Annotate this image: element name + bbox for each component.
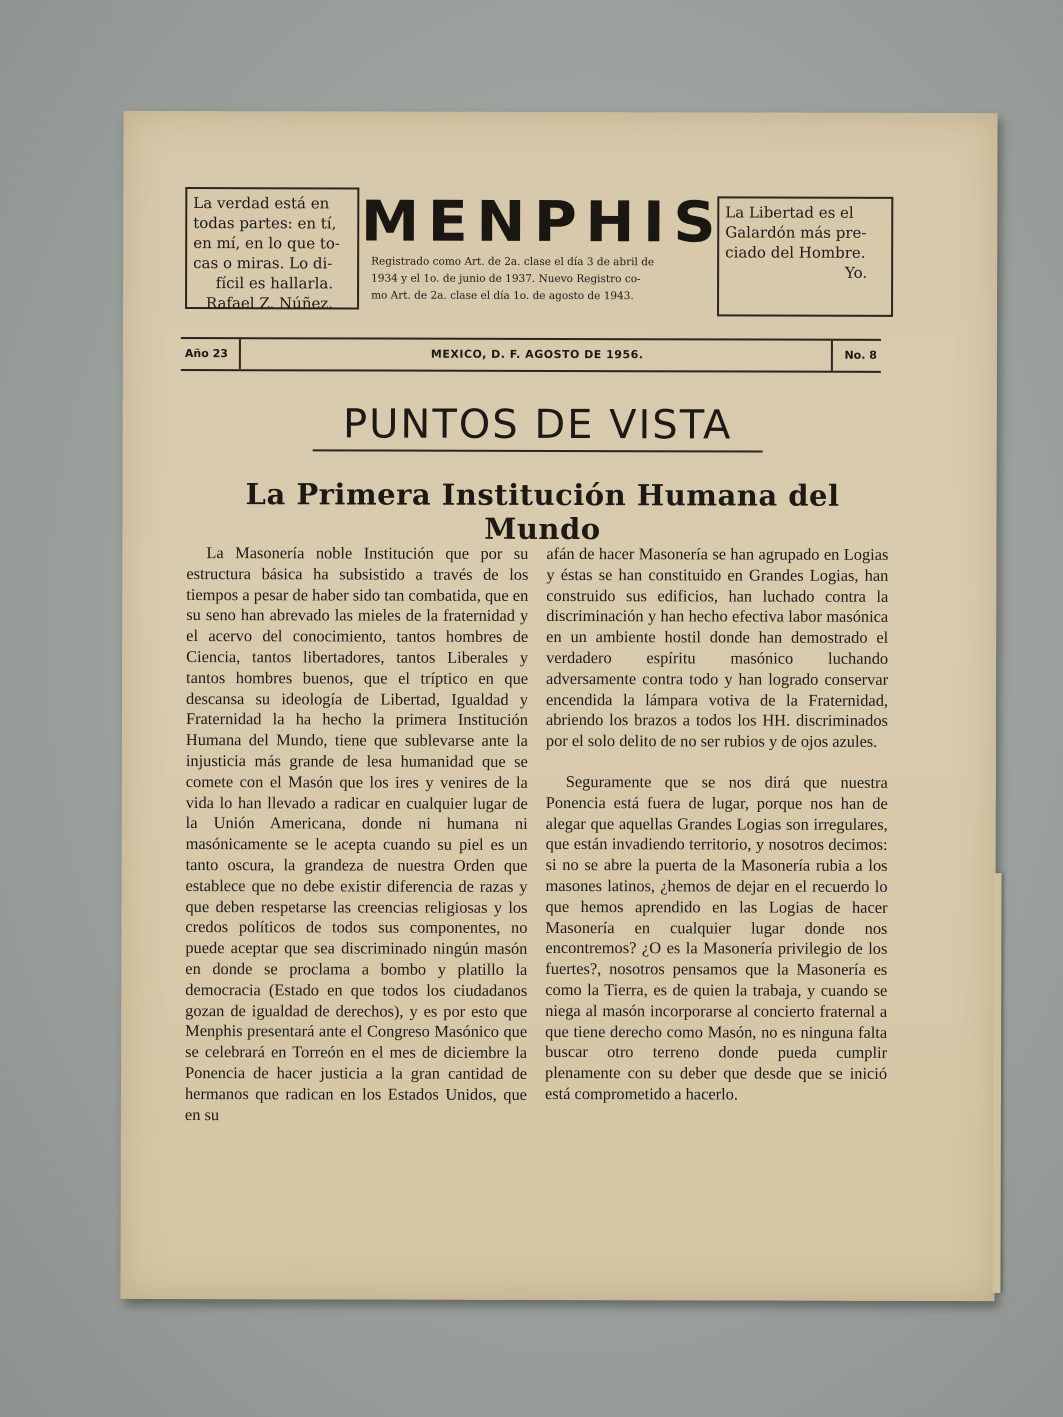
- registration-line: mo Art. de 2a. clase el día 1o. de agosto de 1943.: [371, 289, 634, 303]
- divider: [239, 339, 241, 369]
- article-column-right: [545, 544, 888, 1106]
- newspaper-page: [120, 111, 997, 1301]
- motto-box-right: [717, 196, 893, 316]
- publication-title: MENPHIS: [360, 189, 725, 256]
- dateline-bar: [181, 337, 881, 373]
- motto-line: ciado del Hombre.: [725, 243, 866, 262]
- article-paragraph: Seguramente que se nos dirá que nuestra Ponencia está fuera de lugar, porque nos han de alegar que aquellas Grandes Logias son irregulares, que están invadiendo territorio, y nosotros decimos: si no se abre la puerta de la Masonería rubia a los masones latinos, ¿hemos de dejar en el recuerdo lo que hemos aprendido en las Logias de hacer Masonería en cualquier lugar donde nos encontremos? ¿O es la Masonería privilegio de los fuertes?, nosotros pensamos que la Masonería es como la Tierra, es de quien la trabaja, y cuando se niega al masón incorporarse al concierto fraternal a que tiene derecho como Masón, no es ninguna falta buscar otro terreno donde pueda cumplir plenamente con su deber que desde que se inició está comprometido a hacerlo.: [544, 771, 888, 1104]
- motto-signature: Yo.: [844, 263, 868, 282]
- motto-line: La Libertad es el: [725, 203, 854, 222]
- registration-line: Registrado como Art. de 2a. clase el día 3 de abril de: [371, 255, 655, 269]
- article-paragraph: La Masonería noble Institución que por su estructura básica ha subsistido a través de los tiempos a pesar de haber sido tan combatida, que en su seno han abrevado las mieles de la fraternidad y el acervo del conocimiento, tantos hombres de Ciencia, tantos libertadores, tantos Liberales y tantos hombres buenos, que el tríptico en que descansa su ideología de Libertad, Igualdad y Fraternidad la ha hecho la primera Institución Humana del Mundo, tiene que sublevarse ante la injusticia más grande de lesa humanidad que se comete con el Masón que los ires y venires de la vida lo han llevado a radicar en cualquier lugar de la Unión Americana, donde ni humana ni masónicamente se le acepta cuando su piel es un tanto oscura, la grandeza de nuestra Orden que establece que no debe existir diferencia de razas y que deben respetarse las creencias religiosas y los credos políticos de todos sus componentes, no puede aceptar que sea discriminado ningún masón en donde se proclama a bombo y platillo la democracia (Estado en que todos los ciudadanos gozan de igualdad de derechos), y es por esto que Menphis presentará ante el Congreso Masónico que se celebrará en Torreón en el mes de diciembre la Ponencia de hacer justicia a la gran cantidad de hermanos que radican en los Estados Unidos, que en su: [184, 543, 529, 1124]
- motto-line: fícil es hallarla.: [215, 274, 334, 293]
- issue-date: MEXICO, D. F. AGOSTO DE 1956.: [430, 347, 644, 362]
- motto-line: en mí, en lo que to-: [193, 234, 341, 253]
- motto-author: Rafael Z. Núñez.: [205, 294, 334, 313]
- masthead: [360, 189, 725, 306]
- issue-year: Año 23: [184, 347, 228, 361]
- motto-box-left: [185, 187, 359, 313]
- article-headline: La Primera Institución Humana del Mundo: [245, 477, 840, 547]
- article-paragraph: afán de hacer Masonería se han agrupado en Logias y éstas se han constituido en Grandes Logias, han construido sus edificios, han luchado contra la discriminación y han hecho efectiva labor masónica en un ambiente hostil donde han demostrado el verdadero espíritu masónico luchando adversamente contra todo y han logrado conservar encendida la lámpara votiva de la Fraternidad, abriendo los brazos a todos los HH. discriminados por el solo delito de no ser rubios y de ojos azules.: [545, 543, 889, 752]
- article-column-left: [185, 543, 529, 1126]
- section-title: PUNTOS DE VISTA: [313, 401, 763, 452]
- issue-number: No. 8: [844, 348, 877, 362]
- motto-line: cas o miras. Lo di-: [193, 254, 333, 273]
- registration-line: 1934 y el 1o. de junio de 1937. Nuevo Registro co-: [371, 272, 641, 286]
- divider: [831, 341, 833, 371]
- motto-line: Galardón más pre-: [725, 223, 867, 242]
- motto-line: todas partes: en tí,: [193, 214, 337, 233]
- motto-line: La verdad está en: [193, 194, 330, 213]
